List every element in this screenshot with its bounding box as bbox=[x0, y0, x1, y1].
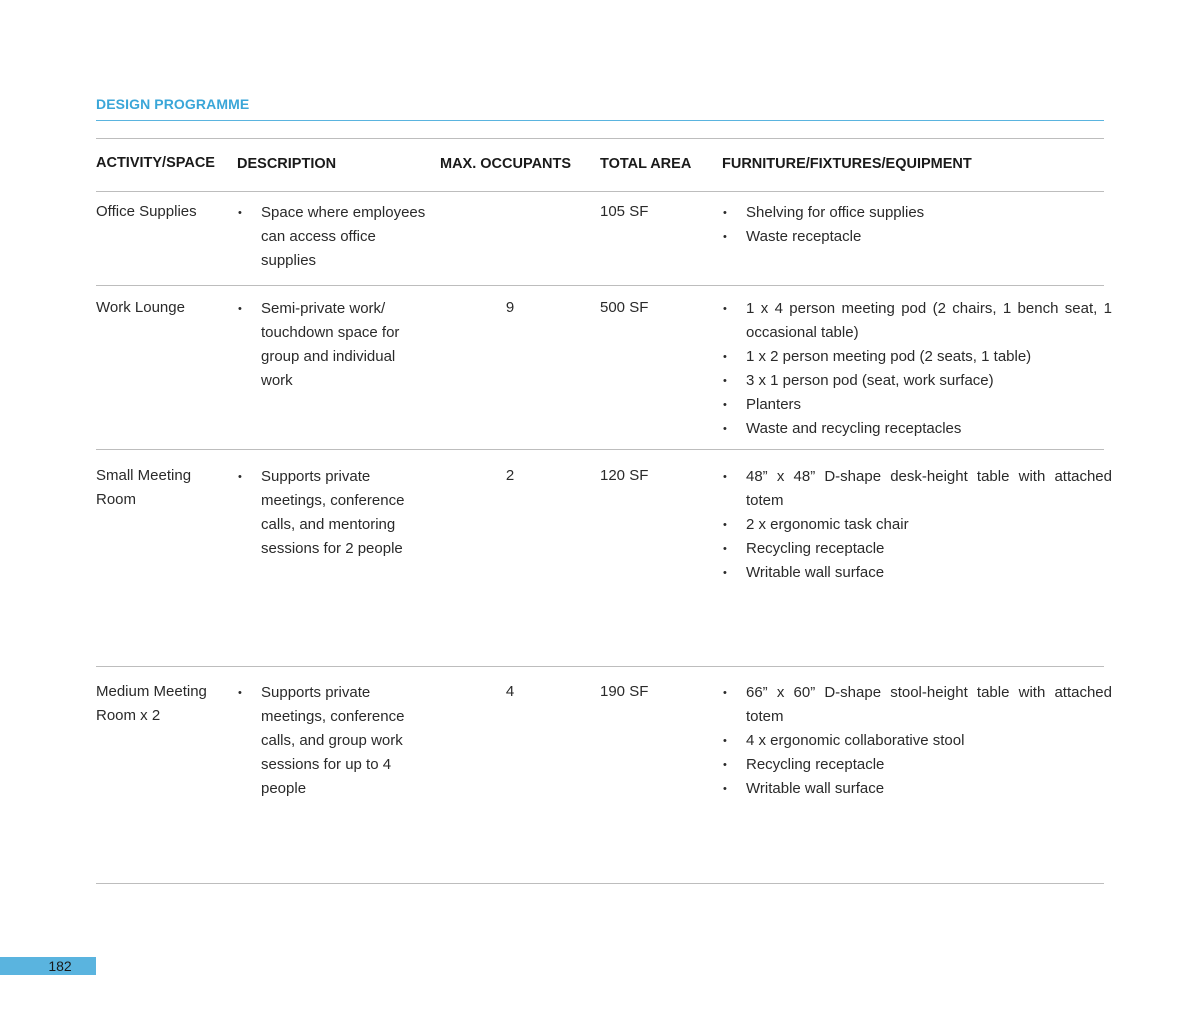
activity-cell: Work Lounge bbox=[96, 299, 185, 316]
occupants-cell: 4 bbox=[505, 683, 515, 700]
header-occupants: MAX. OCCUPANTS bbox=[440, 156, 572, 172]
furniture-item: • Writable wall surface bbox=[722, 561, 1112, 585]
furniture-item: • 2 x ergonomic task chair bbox=[722, 513, 1112, 537]
page-number-tab bbox=[0, 957, 96, 975]
page-number: 182 bbox=[48, 958, 72, 974]
furniture-list bbox=[722, 465, 1112, 585]
description-list bbox=[237, 201, 427, 273]
area-cell: 190 SF bbox=[600, 683, 649, 700]
furniture-item: • Recycling receptacle bbox=[722, 753, 1112, 777]
area-cell: 105 SF bbox=[600, 203, 649, 220]
area-cell: 500 SF bbox=[600, 299, 649, 316]
header-rule bbox=[96, 191, 1104, 192]
description-item: • Supports private meetings, conference calls, and group work sessions for up to 4 people bbox=[237, 681, 427, 801]
header-activity: ACTIVITY/SPACE bbox=[96, 155, 215, 171]
furniture-item: • 66” x 60” D-shape stool-height table with attached totem bbox=[722, 681, 1112, 729]
row-divider bbox=[96, 285, 1104, 286]
description-item: • Supports private meetings, conference calls, and mentoring sessions for 2 people bbox=[237, 465, 427, 561]
description-list bbox=[237, 297, 427, 393]
header-area: TOTAL AREA bbox=[600, 156, 692, 172]
area-cell: 120 SF bbox=[600, 467, 649, 484]
row-divider bbox=[96, 449, 1104, 450]
furniture-item: • 4 x ergonomic collaborative stool bbox=[722, 729, 1112, 753]
header-description: DESCRIPTION bbox=[237, 156, 337, 172]
occupants-cell: 9 bbox=[505, 299, 515, 316]
activity-cell: Medium Meeting Room x 2 bbox=[96, 683, 207, 724]
row-divider bbox=[96, 666, 1104, 667]
table-bottom-rule bbox=[96, 883, 1104, 884]
activity-cell: Office Supplies bbox=[96, 203, 197, 220]
furniture-item: • 48” x 48” D-shape desk-height table with attached totem bbox=[722, 465, 1112, 513]
furniture-item: • Waste receptacle bbox=[722, 225, 1112, 249]
header-furniture: FURNITURE/FIXTURES/EQUIPMENT bbox=[722, 156, 972, 172]
furniture-item: • 1 x 4 person meeting pod (2 chairs, 1 bench seat, 1 occasional table) bbox=[722, 297, 1112, 345]
furniture-item: • Planters bbox=[722, 393, 1112, 417]
section-title: DESIGN PROGRAMME bbox=[96, 96, 250, 112]
furniture-item: • Shelving for office supplies bbox=[722, 201, 1112, 225]
furniture-item: • 1 x 2 person meeting pod (2 seats, 1 table) bbox=[722, 345, 1112, 369]
furniture-item: • Waste and recycling receptacles bbox=[722, 417, 1112, 441]
occupants-cell: 2 bbox=[505, 467, 515, 484]
description-item: • Semi-private work/ touchdown space for group and individual work bbox=[237, 297, 427, 393]
furniture-list bbox=[722, 297, 1112, 441]
furniture-item: • Recycling receptacle bbox=[722, 537, 1112, 561]
activity-cell: Small Meeting Room bbox=[96, 467, 192, 508]
description-list bbox=[237, 465, 427, 561]
description-item: • Space where employees can access office supplies bbox=[237, 201, 427, 273]
furniture-list bbox=[722, 681, 1112, 801]
furniture-item: • Writable wall surface bbox=[722, 777, 1112, 801]
furniture-item: • 3 x 1 person pod (seat, work surface) bbox=[722, 369, 1112, 393]
section-title-rule bbox=[96, 120, 1104, 121]
description-list bbox=[237, 681, 427, 801]
furniture-list bbox=[722, 201, 1112, 249]
table-top-rule bbox=[96, 138, 1104, 139]
